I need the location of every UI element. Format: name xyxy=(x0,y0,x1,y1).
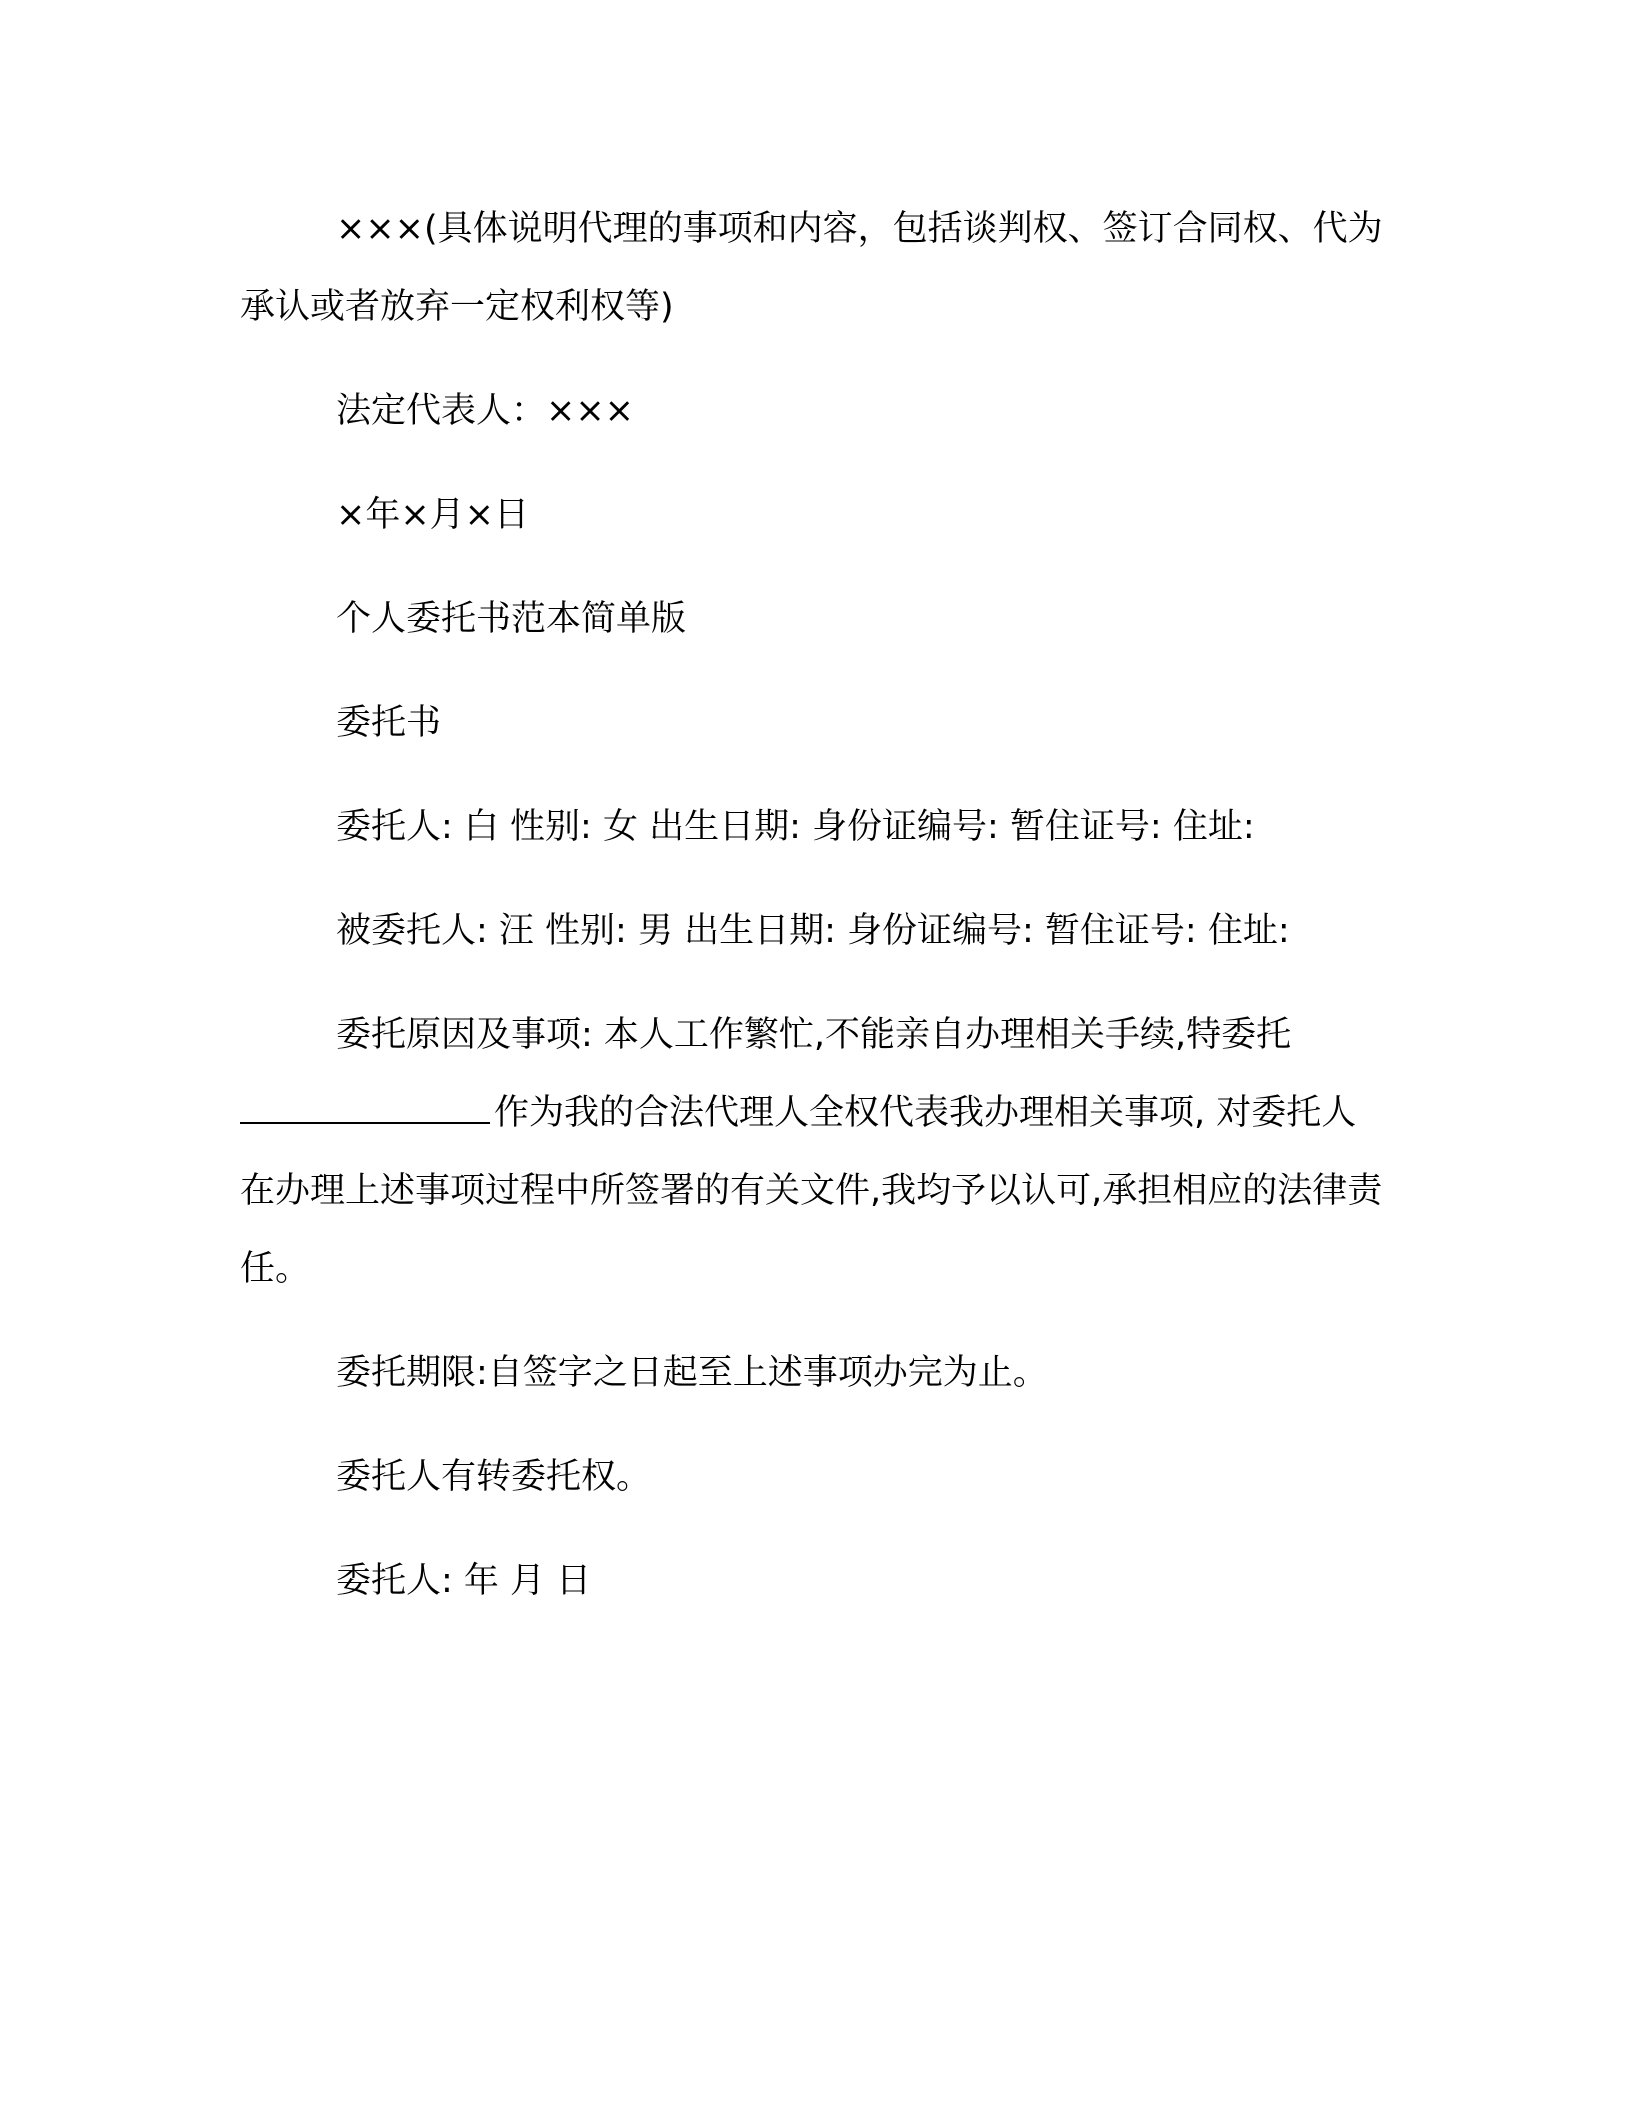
legal-representative-line: 法定代表人：××× xyxy=(336,391,634,431)
document-page xyxy=(240,190,1390,1620)
delegation-scope-paragraph: ×××(具体说明代理的事项和内容，包括谈判权、签订合同权、代为承认或者放弃一定权利权等) xyxy=(240,209,1383,327)
subdelegation-line: 委托人有转委托权。 xyxy=(336,1457,652,1497)
signature-line: 委托人: 年 月 日 xyxy=(336,1561,592,1601)
date-line: ×年×月×日 xyxy=(336,495,529,535)
agent-name-blank xyxy=(240,1092,490,1124)
delegation-term-line: 委托期限:自签字之日起至上述事项办完为止。 xyxy=(336,1353,1048,1393)
agent-info-line: 被委托人: 汪 性别: 男 出生日期: 身份证编号: 暂住证号: 住址: xyxy=(336,911,1290,951)
delegation-reason-paragraph xyxy=(240,996,1390,1308)
principal-info-line: 委托人: 白 性别: 女 出生日期: 身份证编号: 暂住证号: 住址: xyxy=(336,807,1255,847)
reason-suffix: 作为我的合法代理人全权代表我办理相关事项, 对委托人在办理上述事项过程中所签署的有关文件,我均予以认可,承担相应的法律责任。 xyxy=(240,1093,1383,1289)
section-heading: 个人委托书范本简单版 xyxy=(336,599,687,639)
reason-prefix: 委托原因及事项: 本人工作繁忙,不能亲自办理相关手续,特委托 xyxy=(336,1015,1292,1055)
document-title: 委托书 xyxy=(336,703,442,743)
